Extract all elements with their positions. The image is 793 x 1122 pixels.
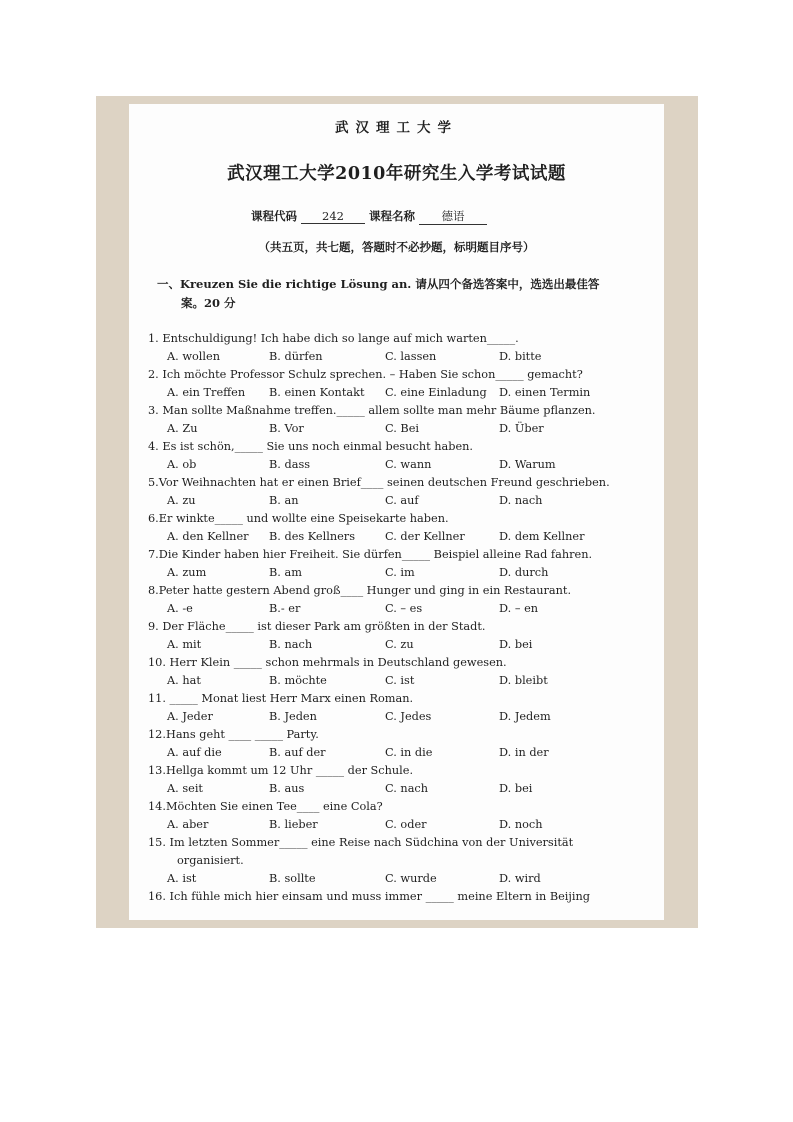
answer-option: D. dem Kellner xyxy=(499,530,585,543)
answer-option: B. am xyxy=(269,566,302,579)
question-text: 11. _____ Monat liest Herr Marx einen Roman. xyxy=(148,692,414,705)
answer-option: B.- er xyxy=(269,602,301,615)
answer-option: D. bleibt xyxy=(499,674,548,687)
answer-option: D. wird xyxy=(499,872,541,885)
answer-option: C. in die xyxy=(385,746,433,759)
question-text-continued: organisiert. xyxy=(177,854,244,867)
answer-option: A. zu xyxy=(167,494,196,507)
answer-option: A. den Kellner xyxy=(167,530,249,543)
question-text: 15. Im letzten Sommer_____ eine Reise nach Südchina von der Universität xyxy=(148,836,574,849)
answer-option: C. zu xyxy=(385,638,414,651)
question-text: 7.Die Kinder haben hier Freiheit. Sie dürfen_____ Beispiel alleine Rad fahren. xyxy=(148,548,593,561)
question-text: 1. Entschuldigung! Ich habe dich so lange auf mich warten_____. xyxy=(148,332,519,345)
answer-option: A. Jeder xyxy=(167,710,213,723)
answer-option: C. eine Einladung xyxy=(385,386,487,399)
answer-option: A. wollen xyxy=(167,350,220,363)
question-text: 8.Peter hatte gestern Abend groß____ Hunger und ging in ein Restaurant. xyxy=(148,584,572,597)
question-text: 9. Der Fläche_____ ist dieser Park am größten in der Stadt. xyxy=(148,620,486,633)
question-text: 10. Herr Klein _____ schon mehrmals in Deutschland gewesen. xyxy=(148,656,507,669)
answer-option: B. sollte xyxy=(269,872,316,885)
answer-option: B. lieber xyxy=(269,818,318,831)
section-heading: 一、Kreuzen Sie die richtige Lösung an. 请从四个备选答案中，选选出最佳答 xyxy=(157,277,600,291)
answer-option: A. -e xyxy=(167,602,193,615)
answer-option: B. auf der xyxy=(269,746,326,759)
answer-option: C. nach xyxy=(385,782,429,795)
question-text: 12.Hans geht ____ _____ Party. xyxy=(148,728,319,741)
answer-option: A. ob xyxy=(167,458,197,471)
answer-option: D. bitte xyxy=(499,350,542,363)
question-text: 6.Er winkte_____ und wollte eine Speisekarte haben. xyxy=(148,512,449,525)
section-heading-continued: 案。20 分 xyxy=(181,296,236,310)
course-code-value: 242 xyxy=(301,209,365,224)
question-text: 14.Möchten Sie einen Tee____ eine Cola? xyxy=(148,800,383,813)
question-text: 3. Man sollte Maßnahme treffen._____ allem sollte man mehr Bäume pflanzen. xyxy=(148,404,596,417)
answer-option: B. möchte xyxy=(269,674,327,687)
answer-option: B. dürfen xyxy=(269,350,323,363)
answer-option: C. lassen xyxy=(385,350,437,363)
answer-option: A. auf die xyxy=(167,746,222,759)
answer-option: D. Jedem xyxy=(499,710,551,723)
course-name-value: 德语 xyxy=(419,208,487,225)
university-name: 武汉理工大学 xyxy=(335,120,458,136)
answer-option: C. wann xyxy=(385,458,432,471)
exam-title: 武汉理工大学2010年研究生入学考试试题 xyxy=(227,164,566,184)
answer-option: C. Jedes xyxy=(385,710,432,723)
exam-page xyxy=(129,104,664,920)
answer-option: D. durch xyxy=(499,566,549,579)
answer-option: A. ein Treffen xyxy=(167,386,246,399)
course-name-label: 课程名称 xyxy=(369,209,416,223)
answer-option: B. einen Kontakt xyxy=(269,386,365,399)
answer-option: C. ist xyxy=(385,674,415,687)
answer-option: D. in der xyxy=(499,746,549,759)
answer-option: C. Bei xyxy=(385,422,420,435)
answer-option: B. dass xyxy=(269,458,311,471)
answer-option: D. einen Termin xyxy=(499,386,591,399)
answer-option: C. oder xyxy=(385,818,427,831)
answer-option: B. Jeden xyxy=(269,710,317,723)
question-text: 16. Ich fühle mich hier einsam und muss immer _____ meine Eltern in Beijing xyxy=(148,890,591,903)
answer-option: A. zum xyxy=(167,566,207,579)
answer-option: D. bei xyxy=(499,638,533,651)
question-text: 5.Vor Weihnachten hat er einen Brief____ seinen deutschen Freund geschrieben. xyxy=(148,476,610,489)
answer-option: D. – en xyxy=(499,602,539,615)
question-text: 13.Hellga kommt um 12 Uhr _____ der Schule. xyxy=(148,764,414,777)
question-text: 2. Ich möchte Professor Schulz sprechen. – Haben Sie schon_____ gemacht? xyxy=(148,368,583,381)
answer-option: B. nach xyxy=(269,638,313,651)
course-info-line xyxy=(251,208,487,225)
answer-option: D. noch xyxy=(499,818,543,831)
page-note: （共五页，共七题，答题时不必抄题，标明题目序号） xyxy=(258,240,535,254)
answer-option: D. Warum xyxy=(499,458,556,471)
answer-option: A. seit xyxy=(167,782,203,795)
answer-option: A. Zu xyxy=(167,422,198,435)
answer-option: C. wurde xyxy=(385,872,437,885)
answer-option: B. aus xyxy=(269,782,305,795)
answer-option: A. aber xyxy=(167,818,209,831)
answer-option: A. hat xyxy=(167,674,201,687)
answer-option: B. Vor xyxy=(269,422,304,435)
answer-option: A. ist xyxy=(167,872,197,885)
answer-option: C. – es xyxy=(385,602,423,615)
answer-option: D. bei xyxy=(499,782,533,795)
answer-option: D. Über xyxy=(499,422,544,435)
answer-option: C. im xyxy=(385,566,415,579)
answer-option: B. an xyxy=(269,494,299,507)
answer-option: A. mit xyxy=(167,638,202,651)
question-text: 4. Es ist schön,_____ Sie uns noch einmal besucht haben. xyxy=(148,440,474,453)
answer-option: C. auf xyxy=(385,494,419,507)
answer-option: B. des Kellners xyxy=(269,530,355,543)
course-code-label: 课程代码 xyxy=(251,209,297,223)
answer-option: C. der Kellner xyxy=(385,530,465,543)
answer-option: D. nach xyxy=(499,494,543,507)
